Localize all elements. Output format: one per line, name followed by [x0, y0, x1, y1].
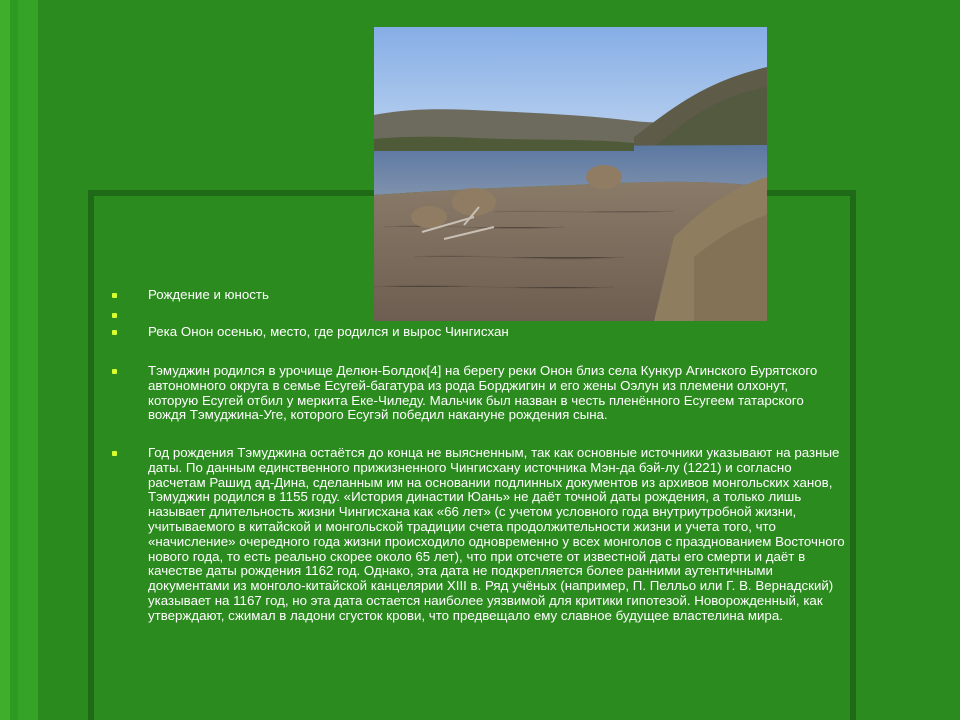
river-onon-photo [374, 27, 767, 321]
bullet-text: Год рождения Тэмуджина остаётся до конца не выясненным, так как основные источники указывают на разные даты. По данным единственного прижизненного Чингисхану источника Мэн-да бэй-лу (1221) и согласно расчетам Рашид ад-Дина, сделанным им на основании подлинных документов из архивов монгольских ханов, Тэмуджин родился в 1155 году. «История династии Юань» не даёт точной даты рождения, а только лишь называет длительность жизни Чингисхана как «66 лет» (с учетом условного года внутриутробной жизни, учитываемого в китайской и монгольской традиции счета продолжительности жизни и учета того, что «начисление» очередного года жизни происходило одновременно у всех монголов с празднованием Восточного нового года, то есть реально скорее около 65 лет), что при отсчете от известной даты его смерти и даёт в качестве даты рождения 1162 год. Однако, эта дата не подкрепляется более ранними аутентичными документами из монголо-китайской канцелярии XIII в. Ряд учёных (например, П. Пелльо или Г. В. Вернадский) указывает на 1167 год, но эта дата остается наиболее уязвимой для критики гипотезой. Новорожденный, как утверждают, сжимал в ладони сгусток крови, что предвещало ему славное будущее властелина мира. [148, 445, 845, 623]
bullet-marker [112, 451, 117, 456]
decor-stripe-left-2 [10, 0, 18, 720]
bullet-marker [112, 369, 117, 374]
bullet-text: Тэмуджин родился в урочище Делюн-Болдок[4] на берегу реки Онон близ села Кункур Агинского Бурятского автономного округа в семье Есугей-багатура из рода Борджигин и его жены Оэлун из племени олхонут, которую Есугей отбил у меркита Еке-Чиледу. Мальчик был назван в честь пленённого Есугеем татарского вождя Тэмуджина-Уге, которого Есугэй победил накануне рождения сына. [148, 363, 818, 423]
decor-stripe-left-1 [0, 0, 10, 720]
decor-stripe-left-4 [38, 480, 88, 720]
bullet-marker [112, 293, 117, 298]
content-frame-left [88, 190, 94, 720]
bullet-marker [112, 330, 117, 335]
decor-stripe-left-3 [18, 0, 38, 720]
bullet-text: Рождение и юность [148, 287, 269, 302]
content-frame-right [850, 190, 856, 720]
bullet-marker [112, 313, 117, 318]
bullet-text: Река Онон осенью, место, где родился и вырос Чингисхан [148, 324, 509, 339]
